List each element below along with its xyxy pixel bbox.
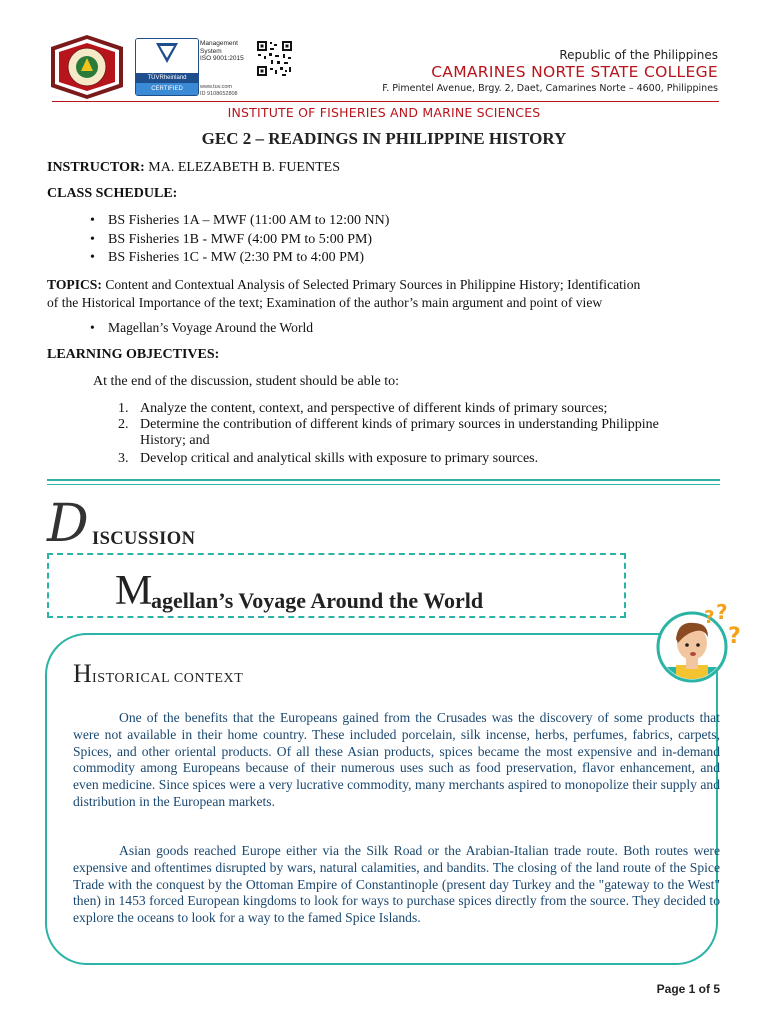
title-initial: M bbox=[115, 568, 153, 614]
discussion-heading: ISCUSSION bbox=[92, 529, 196, 549]
college-address: F. Pimentel Avenue, Brgy. 2, Daet, Camarines Norte – 4600, Philippines bbox=[382, 83, 718, 94]
svg-text:?: ? bbox=[728, 624, 741, 649]
cert-line: System bbox=[200, 47, 222, 55]
course-title: GEC 2 – READINGS IN PHILIPPINE HISTORY bbox=[201, 129, 567, 148]
objective-text: Determine the contribution of different kinds of primary sources in understanding Philippine bbox=[140, 417, 659, 432]
objective-text: Develop critical and analytical skills with exposure to primary sources. bbox=[140, 451, 539, 466]
instructor-name: MA. ELEZABETH B. FUENTES bbox=[148, 160, 340, 175]
topics-block bbox=[47, 276, 723, 312]
cert-footer bbox=[200, 84, 260, 97]
objective-number: 3. bbox=[118, 451, 129, 466]
paragraph-text: Asian goods reached Europe either via the Silk Road or the Arabian-Italian trade route. Both routes were expensive and oftentimes disrupted by wars, natural calamities, and bandits. The closing of the land route of the Spice Trade with the conquest by the Ottoman Empire of Constantinople (present day Turkey and the "gateway to the West" then) in 1453 forced European kingdoms to look for ways to purchase spices directly from the source. They decided to explore the oceans to look for a way to the famed Spice Islands. bbox=[73, 843, 720, 926]
instructor-line bbox=[47, 160, 340, 176]
schedule-item: • BS Fisheries 1C - MW (2:30 PM to 4:00 PM) bbox=[108, 250, 364, 266]
objective-item bbox=[118, 451, 539, 467]
college-name: CAMARINES NORTE STATE COLLEGE bbox=[431, 63, 718, 81]
objective-number: 2. bbox=[118, 417, 129, 432]
schedule-item: • BS Fisheries 1B - MWF (4:00 PM to 5:00 PM) bbox=[108, 232, 372, 248]
objective-item bbox=[118, 401, 608, 417]
objective-item-cont bbox=[140, 433, 210, 449]
objectives-label: LEARNING OBJECTIVES: bbox=[47, 347, 220, 362]
topics-label: TOPICS: bbox=[47, 277, 102, 292]
context-heading: ISTORICAL CONTEXT bbox=[92, 671, 244, 686]
college-seal-logo bbox=[47, 33, 127, 101]
topic-item: • Magellan’s Voyage Around the World bbox=[108, 320, 313, 336]
context-initial: H bbox=[73, 659, 92, 688]
instructor-label: INSTRUCTOR: bbox=[47, 160, 145, 175]
section-divider bbox=[47, 479, 720, 481]
section-divider-thin bbox=[47, 484, 720, 485]
discussion-initial: D bbox=[47, 494, 89, 554]
cert-text bbox=[200, 40, 255, 63]
header-divider bbox=[52, 101, 719, 102]
paragraph-text: One of the benefits that the Europeans gained from the Crusades was the discovery of some products that were not available in their home country. These included porcelain, silk incense, herbs, perfumes, fabrics, carpets, Spices, and other oriental products. Of all these Asian products, spices became the most expensive and in-demand commodity among Europeans because of their numerous uses such as food preservation, flavor enhancement, and even medicine. Since spices were a very lucrative commodity, many merchants aspired to monopolize their supply and distribution in the European markets. bbox=[73, 710, 720, 809]
page-number: Page 1 of 5 bbox=[656, 982, 720, 996]
schedule-item: • BS Fisheries 1A – MWF (11:00 AM to 12:00 NN) bbox=[108, 213, 389, 229]
cert-line: ISO 9001:2015 bbox=[200, 55, 244, 62]
objective-text: History; and bbox=[140, 433, 210, 448]
confused-student-avatar bbox=[652, 603, 756, 695]
topics-line1: Content and Contextual Analysis of Selected Primary Sources in Philippine History; Identification bbox=[105, 277, 641, 292]
institute-title: INSTITUTE OF FISHERIES AND MARINE SCIENCES bbox=[227, 105, 541, 120]
context-paragraph-2 bbox=[73, 843, 720, 927]
objective-text: Analyze the content, context, and perspective of different kinds of primary sources; bbox=[140, 401, 608, 416]
svg-text:?: ? bbox=[704, 607, 715, 628]
objective-number: 1. bbox=[118, 401, 129, 416]
lesson-title: agellan’s Voyage Around the World bbox=[151, 588, 484, 613]
cert-badge: CERTIFIED bbox=[136, 83, 198, 95]
context-paragraph-1 bbox=[73, 710, 720, 811]
objective-item bbox=[118, 417, 659, 433]
cert-id: ID 9108652808 bbox=[200, 90, 238, 97]
schedule-label: CLASS SCHEDULE: bbox=[47, 186, 178, 201]
topics-line2: of the Historical Importance of the text; Examination of the author’s main argument and point of view bbox=[47, 295, 603, 310]
cert-brand: TÜVRheinland bbox=[136, 73, 198, 83]
cert-url: www.tuv.com bbox=[200, 84, 232, 90]
svg-text:?: ? bbox=[716, 603, 728, 624]
objectives-intro: At the end of the discussion, student should be able to: bbox=[93, 374, 400, 389]
tuv-certification-badge bbox=[135, 38, 199, 96]
republic-text: Republic of the Philippines bbox=[559, 48, 718, 62]
qr-code bbox=[256, 40, 293, 77]
cert-line: Management bbox=[200, 40, 238, 47]
